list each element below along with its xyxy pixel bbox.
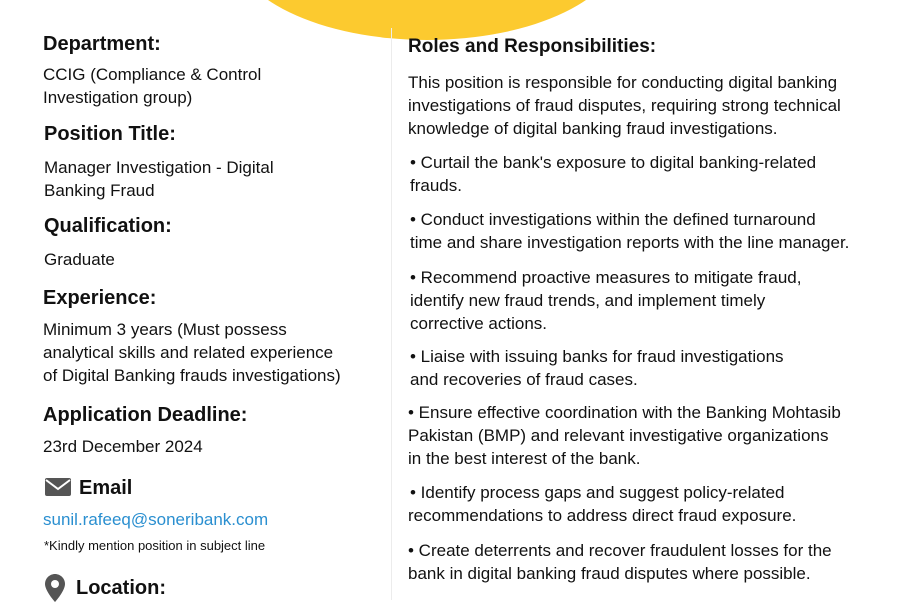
bullet-7-line2: bank in digital banking fraud disputes where possible. — [408, 564, 811, 583]
application-deadline-value: 23rd December 2024 — [43, 437, 203, 456]
experience-value-line3: of Digital Banking frauds investigations) — [43, 366, 341, 385]
bullet-2-line1: • Conduct investigations within the defined turnaround — [410, 210, 816, 229]
experience-value-line2: analytical skills and related experience — [43, 343, 334, 362]
bullet-7-line1: • Create deterrents and recover fraudulent losses for the — [408, 541, 832, 560]
qualification-heading: Qualification: — [44, 215, 172, 237]
bullet-3-line2: identify new fraud trends, and implement timely — [410, 291, 766, 310]
roles-intro-line3: knowledge of digital banking fraud investigations. — [408, 119, 778, 138]
bullet-5-line2: Pakistan (BMP) and relevant investigative organizations — [408, 426, 829, 445]
position-title-heading: Position Title: — [44, 123, 176, 145]
department-value-line2: Investigation group) — [43, 88, 193, 107]
experience-value-line1: Minimum 3 years (Must possess — [43, 320, 287, 339]
bullet-2-line2: time and share investigation reports with the line manager. — [410, 233, 850, 252]
roles-intro-line1: This position is responsible for conducting digital banking — [408, 73, 838, 92]
roles-intro-line2: investigations of fraud disputes, requiring strong technical — [408, 96, 841, 115]
bullet-5-line3: in the best interest of the bank. — [408, 449, 641, 468]
location-pin-icon — [45, 574, 65, 602]
column-divider — [391, 28, 392, 600]
bullet-6-line1: • Identify process gaps and suggest policy-related — [410, 483, 785, 502]
bullet-5-line1: • Ensure effective coordination with the Banking Mohtasib — [408, 403, 841, 422]
bullet-1-line2: frauds. — [410, 176, 462, 195]
department-value-line1: CCIG (Compliance & Control — [43, 65, 262, 84]
email-subject-note: *Kindly mention position in subject line — [44, 538, 266, 553]
yellow-decorative-shape — [232, 0, 622, 40]
experience-heading: Experience: — [43, 287, 157, 309]
position-title-value-line2: Banking Fraud — [44, 181, 155, 200]
envelope-icon — [45, 478, 71, 496]
location-heading: Location: — [76, 577, 166, 599]
position-title-value-line1: Manager Investigation - Digital — [44, 158, 274, 177]
department-heading: Department: — [43, 33, 161, 55]
qualification-value: Graduate — [44, 250, 115, 269]
bullet-1-line1: • Curtail the bank's exposure to digital banking-related — [410, 153, 817, 172]
email-address-link[interactable]: sunil.rafeeq@soneribank.com — [43, 510, 269, 529]
roles-heading: Roles and Responsibilities: — [408, 36, 657, 57]
bullet-4-line2: and recoveries of fraud cases. — [410, 370, 638, 389]
email-heading: Email — [79, 477, 133, 499]
bullet-3-line3: corrective actions. — [410, 314, 547, 333]
application-deadline-heading: Application Deadline: — [43, 404, 248, 426]
bullet-6-line2: recommendations to address direct fraud exposure. — [408, 506, 797, 525]
bullet-4-line1: • Liaise with issuing banks for fraud investigations — [410, 347, 784, 366]
bullet-3-line1: • Recommend proactive measures to mitigate fraud, — [410, 268, 802, 287]
